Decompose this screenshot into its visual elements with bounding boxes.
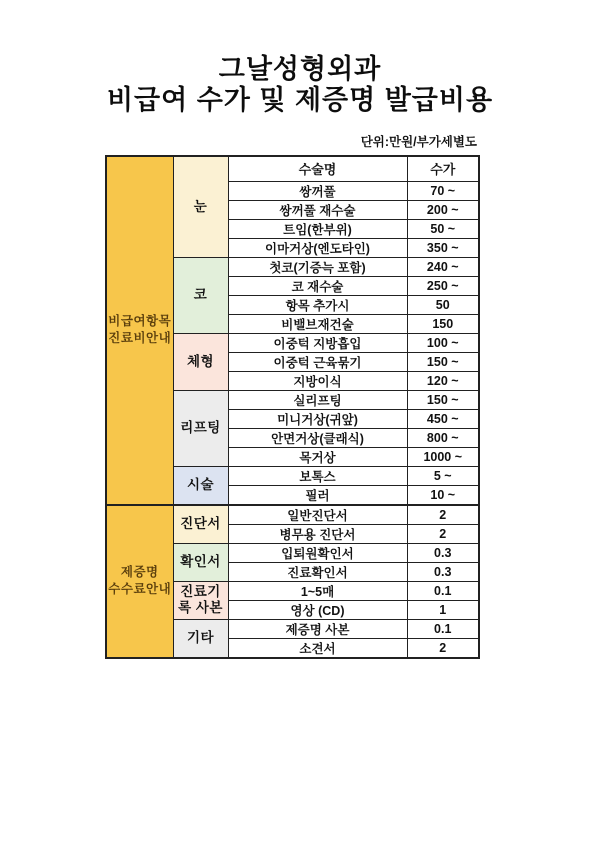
category-label: 기타 [173,619,228,658]
item-price-cell: 70 ~ [407,181,479,200]
item-price-cell: 150 [407,314,479,333]
item-price-cell: 350 ~ [407,238,479,257]
item-price-cell: 2 [407,524,479,543]
item-name-cell: 보톡스 [228,466,407,485]
surgery-name-header: 수술명 [228,156,407,181]
item-name-cell: 병무용 진단서 [228,524,407,543]
item-price-cell: 0.1 [407,619,479,638]
item-price-cell: 800 ~ [407,428,479,447]
category-label: 확인서 [173,543,228,581]
item-price-cell: 5 ~ [407,466,479,485]
page-title [0,54,600,116]
item-name-cell: 필러 [228,485,407,505]
item-name-cell: 일반진단서 [228,505,407,525]
section-label-line: 비급여항목 [108,313,172,328]
item-price-cell: 50 [407,295,479,314]
section-label-line: 진료비안내 [108,331,172,346]
item-name-cell: 진료확인서 [228,562,407,581]
price-table [105,155,480,659]
item-name-cell: 이마거상(엔도타인) [228,238,407,257]
price-table-body [106,156,479,658]
item-price-cell: 2 [407,638,479,658]
item-price-cell: 0.1 [407,581,479,600]
item-price-cell: 150 ~ [407,390,479,409]
item-name-cell: 이중턱 근육묶기 [228,352,407,371]
section-label-line: 제증명 [120,564,159,579]
category-label: 코 [173,257,228,333]
item-price-cell: 10 ~ [407,485,479,505]
item-name-cell: 이중턱 지방흡입 [228,333,407,352]
item-name-cell: 소견서 [228,638,407,658]
item-name-cell: 실리프팅 [228,390,407,409]
item-name-cell: 입퇴원확인서 [228,543,407,562]
item-price-cell: 1 [407,600,479,619]
item-price-cell: 120 ~ [407,371,479,390]
item-name-cell: 비밸브재건술 [228,314,407,333]
item-name-cell: 목거상 [228,447,407,466]
item-name-cell: 제증명 사본 [228,619,407,638]
item-price-cell: 2 [407,505,479,525]
table-row [106,505,479,525]
item-name-cell: 영상 (CD) [228,600,407,619]
category-label: 리프팅 [173,390,228,466]
clinic-name: 그날성형외과 [218,54,382,84]
category-label: 시술 [173,466,228,505]
unit-note: 단위:만원/부가세별도 [360,135,477,149]
item-name-cell: 첫코(기증늑 포함) [228,257,407,276]
item-name-cell: 1~5매 [228,581,407,600]
item-price-cell: 200 ~ [407,200,479,219]
table-header-row [106,156,479,181]
item-price-cell: 240 ~ [407,257,479,276]
section-label-line: 수수료안내 [108,582,172,596]
item-price-cell: 1000 ~ [407,447,479,466]
item-name-cell: 지방이식 [228,371,407,390]
item-price-cell: 0.3 [407,562,479,581]
item-name-cell: 항목 추가시 [228,295,407,314]
category-label: 진료기록 사본 [173,581,228,619]
item-price-cell: 450 ~ [407,409,479,428]
item-price-cell: 50 ~ [407,219,479,238]
item-name-cell: 트임(한부위) [228,219,407,238]
section-label [106,156,173,505]
price-header: 수가 [407,156,479,181]
item-price-cell: 100 ~ [407,333,479,352]
category-label: 눈 [173,156,228,257]
category-label: 체형 [173,333,228,390]
item-name-cell: 코 재수술 [228,276,407,295]
item-name-cell: 쌍꺼풀 [228,181,407,200]
item-price-cell: 250 ~ [407,276,479,295]
section-label [106,505,173,658]
item-name-cell: 미니거상(귀앞) [228,409,407,428]
item-price-cell: 150 ~ [407,352,479,371]
item-name-cell: 안면거상(클래식) [228,428,407,447]
item-name-cell: 쌍꺼풀 재수술 [228,200,407,219]
document-title: 비급여 수가 및 제증명 발급비용 [106,85,494,115]
item-price-cell: 0.3 [407,543,479,562]
category-label: 진단서 [173,505,228,544]
